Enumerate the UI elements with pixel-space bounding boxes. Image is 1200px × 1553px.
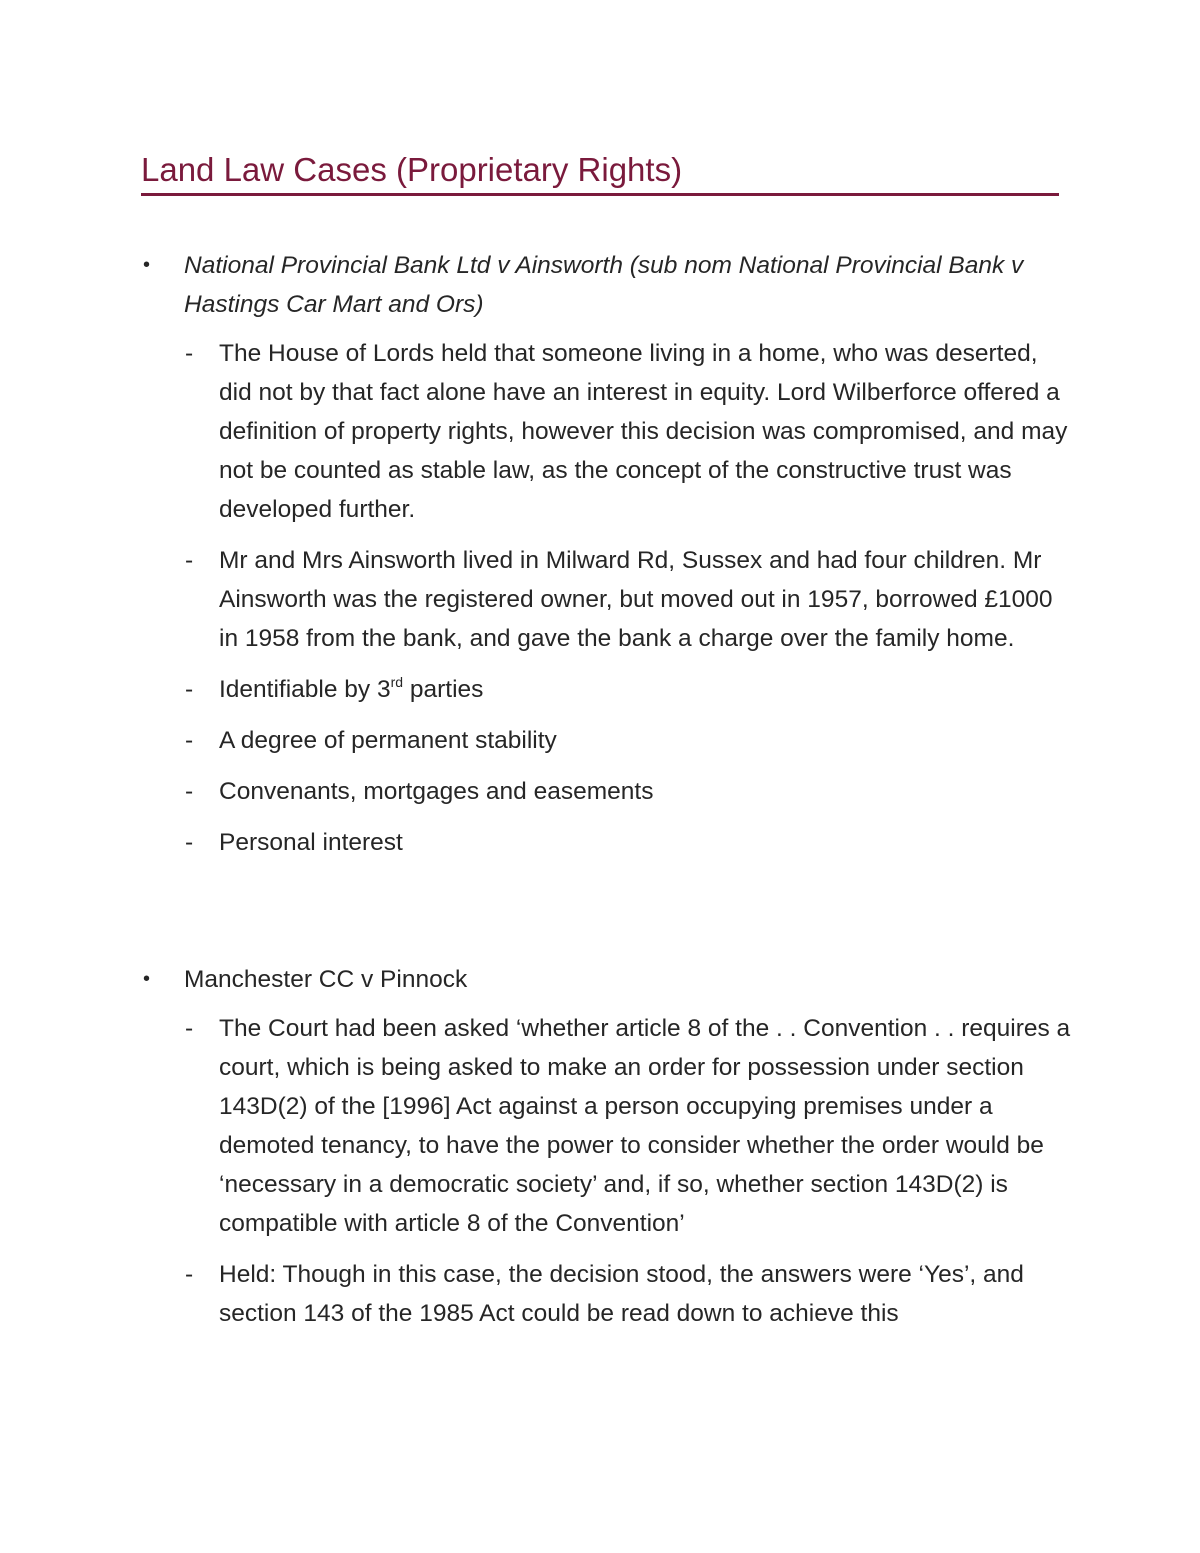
case-point: [141, 670, 1071, 709]
case-point: [141, 1255, 1071, 1333]
case-section-pinnock: [141, 960, 1071, 1345]
dash-icon: -: [185, 547, 194, 574]
ordinal-suffix: rd: [390, 674, 404, 690]
dash-icon: -: [185, 778, 194, 805]
point-text: The Court had been asked ‘whether article 8 of the . . Convention . . requires a court, which is being asked to make an order for possession under section 143D(2) of the [1996] Act against a person occupying premises under a demoted tenancy, to have the power to consider whether the order would be ‘necessary in a democratic society’ and, if so, whether section 143D(2) is compatible with article 8 of the Convention’: [219, 1015, 1071, 1237]
case-point: [141, 721, 1071, 760]
case-section-ainsworth: [141, 246, 1071, 874]
case-point: [141, 772, 1071, 811]
case-point: [141, 1009, 1071, 1243]
case-heading: [141, 960, 1071, 999]
point-text: [219, 670, 1071, 709]
case-heading: [141, 246, 1071, 324]
bullet-icon: •: [143, 254, 151, 276]
case-points: [141, 1009, 1071, 1333]
page-title: Land Law Cases (Proprietary Rights): [141, 151, 683, 188]
point-text-before: Identifiable by 3: [219, 676, 391, 703]
point-text: The House of Lords held that someone living in a home, who was deserted, did not by that fact alone have an interest in equity. Lord Wilberforce offered a definition of property rights, however this decision was compromised, and may not be counted as stable law, as the concept of the constructive trust was developed further.: [219, 340, 1068, 523]
case-point: [141, 334, 1071, 529]
point-text: Mr and Mrs Ainsworth lived in Milward Rd, Sussex and had four children. Mr Ainsworth was the registered owner, but moved out in 1957, borrowed £1000 in 1958 from the bank, and gave the bank a charge over the family home.: [219, 547, 1053, 652]
case-point: [141, 541, 1071, 658]
dash-icon: -: [185, 676, 194, 703]
case-name: National Provincial Bank Ltd v Ainsworth (sub nom National Provincial Bank v Hastings Car Mart and Ors): [184, 252, 1024, 318]
case-name: Manchester CC v Pinnock: [184, 966, 468, 993]
point-text: A degree of permanent stability: [219, 727, 557, 754]
case-points: [141, 334, 1071, 862]
point-text: Personal interest: [219, 829, 403, 856]
dash-icon: -: [185, 1261, 194, 1288]
point-text: Convenants, mortgages and easements: [219, 778, 654, 805]
dash-icon: -: [185, 340, 194, 367]
title-block: [141, 150, 1059, 196]
title-underline: [141, 193, 1059, 196]
point-text-after: parties: [403, 676, 484, 703]
point-text: Held: Though in this case, the decision stood, the answers were ‘Yes’, and section 143 of the 1985 Act could be read down to achieve this: [219, 1261, 1024, 1327]
bullet-icon: •: [143, 968, 151, 990]
dash-icon: -: [185, 1015, 194, 1042]
case-point: [141, 823, 1071, 862]
dash-icon: -: [185, 829, 194, 856]
dash-icon: -: [185, 727, 194, 754]
